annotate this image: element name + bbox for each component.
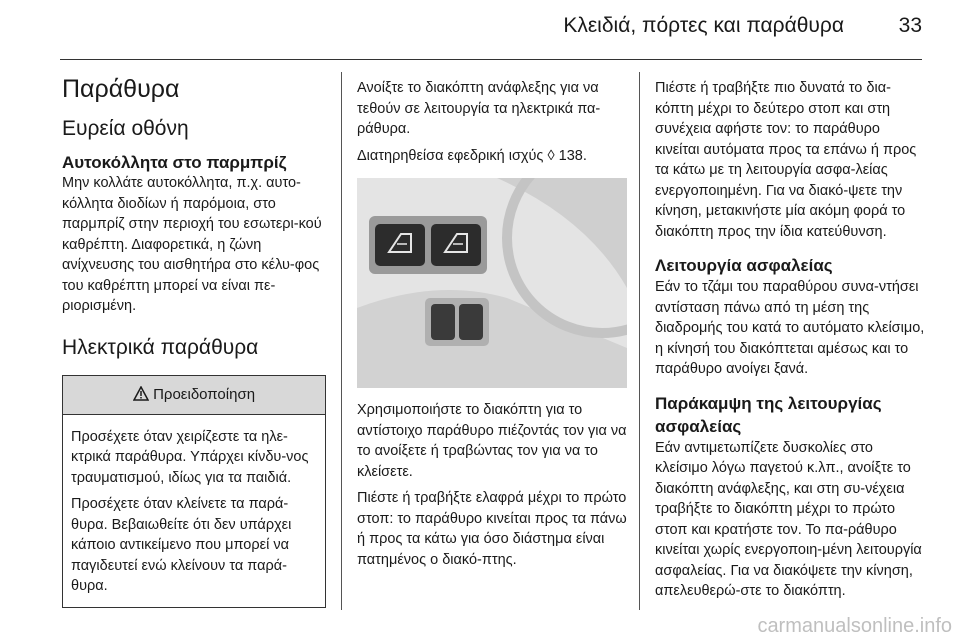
warning-title: Προειδοποίηση (153, 385, 256, 403)
heading-windows: Παράθυρα (62, 75, 180, 103)
watermark: carmanualsonline.info (757, 615, 952, 637)
paragraph-ignition: Ανοίξτε το διακόπτη ανάφλεξης για να τεθούν σε λειτουργία τα ηλεκτρικά πα-ράθυρα. (357, 80, 601, 137)
warning-triangle-icon (133, 386, 149, 401)
paragraph-retained-power: Διατηρηθείσα εφεδρική ισχύς ◊ 138. (357, 147, 587, 164)
column-1 (62, 62, 324, 608)
column-divider-1 (341, 72, 342, 610)
heading-override-safety: Παράκαμψη της λειτουργίας ασφαλείας (655, 393, 882, 436)
page-number: 33 (898, 14, 922, 37)
warning-header (63, 376, 325, 415)
paragraph-safety-function: Εάν το τζάμι του παραθύρου συνα-ντήσει αντίσταση πάνω από τη μέση της διαδρομής του κατά το αυτόματο κλείσιμο, η κίνησή του διακόπτεται αμέσως και το παράθυρο ανοίγει ξανά. (655, 279, 925, 377)
warning-box (62, 375, 326, 608)
paragraph-first-stop: Πιέστε ή τραβήξτε ελαφρά μέχρι το πρώτο στοπ: το παράθυρο κινείται προς τα πάνω ή προς τα κάτω για όσο διάστημα είναι πατημένος ο διακό-πτης. (357, 490, 627, 568)
page-header (0, 0, 960, 62)
heading-safety-function: Λειτουργία ασφαλείας (655, 256, 833, 275)
warning-paragraph-1: Προσέχετε όταν χειρίζεστε τα ηλε-κτρικά παράθυρα. Υπάρχει κίνδυ-νος τραυματισμού, ιδίως για τα παιδιά. (71, 428, 309, 486)
paragraph-override-safety: Εάν αντιμετωπίζετε δυσκολίες στο κλείσιμο λόγω παγετού κ.λπ., ανοίξτε το διακόπτη ανάφλεξης, και στη συ-νέχεια τραβήξτε το διακόπτη μέχρι το πρώτο στοπ και κρατήστε τον. Το πα-ράθυρο κινείται χωρίς ενεργοποιη-μένη λειτουργία ασφαλείας. Για να διακόψετε την κίνηση, απελευθερώ-στε το διακόπτη. (655, 439, 922, 599)
heading-windscreen: Ευρεία οθόνη (62, 117, 189, 140)
paragraph-second-stop: Πιέστε ή τραβήξτε πιο δυνατά το δια-κόπτη μέχρι το δεύτερο στοπ και στη συνέχεια αφήστε τον: το παράθυρο κινείται αυτόματα προς τα επάνω ή προς τα κάτω με τη λειτουργία ασφα-λείας ενεργοποιημένη. Για να διακό-ψετε την κίνηση, μετακινήστε μία ακόμη φορά το διακόπτη προς την ίδια κατεύθυνση. (655, 80, 917, 240)
heading-stickers: Αυτοκόλλητα στο παρμπρίζ (62, 153, 287, 172)
paragraph-stickers: Μην κολλάτε αυτοκόλλητα, π.χ. αυτο-κόλλητα διοδίων ή παρόμοια, στο παρμπρίζ στην περιοχή του εσωτερι-κού καθρέπτη. Διαφορετικά, η ζώνη ανίχνευσης του αισθητήρα στο κέλυ-φος του καθρέπτη μπορεί να είναι πε-ριορισμένη. (62, 175, 322, 314)
heading-power-windows: Ηλεκτρικά παράθυρα (62, 335, 259, 359)
paragraph-switch-usage: Χρησιμοποιήστε το διακόπτη για το αντίστοιχο παράθυρο πιέζοντάς τον για να το ανοίξετε ή τραβώντας τον για να το κλείσετε. (357, 402, 627, 480)
column-3 (655, 62, 925, 602)
warning-paragraph-2: Προσέχετε όταν κλείνετε τα παρά-θυρα. Βεβαιωθείτε ότι δεν υπάρχει κάποιο αντικείμενο που μπορεί να παγιδευτεί ενώ κλείνουν τα παρά-θυρα. (71, 496, 292, 594)
column-2 (357, 62, 627, 570)
header-divider (60, 59, 922, 60)
window-switch-photo (357, 178, 627, 388)
column-divider-2 (639, 72, 640, 610)
section-title: Κλειδιά, πόρτες και παράθυρα (563, 14, 844, 37)
